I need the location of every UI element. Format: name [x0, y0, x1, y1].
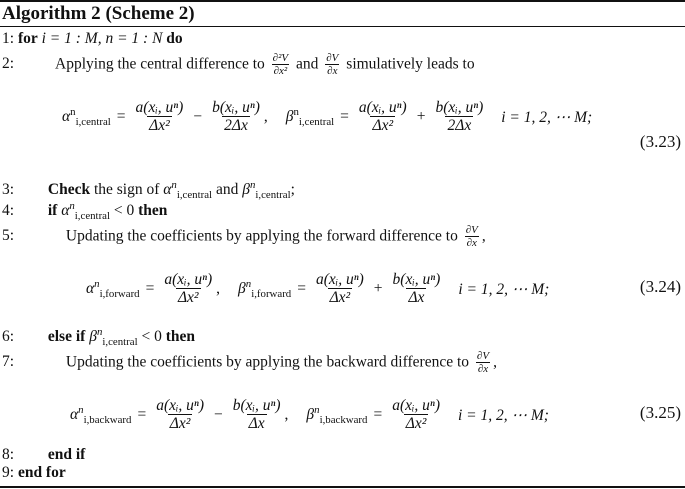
keyword-then: then [138, 202, 168, 219]
equation-number-3-25: (3.25) [639, 403, 681, 422]
line-number: 2: [2, 55, 15, 73]
keyword-do: do [166, 30, 183, 47]
index-range: i = 1, 2, ⋯ M; [457, 406, 549, 424]
condition: < 0 [141, 328, 162, 345]
algo-line-3: 3: Check the sign of $\alpha^n_{i,central}$ and $\beta^n_{i,central}$; [2, 179, 295, 201]
line-number: 7: [2, 353, 15, 371]
alpha-central: $\alpha^n_{i,central}$ [62, 106, 111, 128]
line-text: Updating the coefficients by applying the forward difference to [65, 227, 458, 245]
equals-sign: = [116, 108, 126, 125]
fraction: $\frac{\text{b(xᵢ, uⁿ)}}{\Delta x}$ [232, 397, 281, 433]
alpha-backward: $\alpha^n_{i,backward}$ [70, 404, 132, 426]
line-number: 5: [2, 227, 15, 245]
index-range: i = 1, 2, ⋯ M; [501, 108, 593, 126]
fraction: $\frac{\text{b(xᵢ, uⁿ)}}{2\Delta x}$ [435, 99, 484, 135]
operator: − [193, 108, 203, 125]
keyword-end-if: end if [47, 446, 86, 463]
algo-line-5: 5: Updating the coefficients by applying the forward difference to $\frac{\partial V}{\partial x}$ , [2, 224, 486, 250]
line-text: the sign of [93, 181, 160, 198]
header-rule [0, 26, 685, 27]
algo-line-6: 6: else if $\beta^n_{i,central} < 0$ then [2, 326, 196, 348]
keyword-then: then [165, 328, 196, 345]
algorithm-title [2, 2, 195, 26]
equation-3-23: $\alpha^n_{i,central}$ = $\frac{\text{a(xᵢ, uⁿ)}}{\text{Δx²}}$ − $\frac{\text{b(xᵢ, uⁿ)}}{2\Delta x}$ , $\beta^n_{i,central}$ = $\frac{\text{a(xᵢ, uⁿ)}}{\text{Δx²}}$ + $\frac{\text{b(xᵢ, uⁿ)}}{2\Delta x}$ i = 1, 2, ⋯ M; [62, 99, 593, 135]
fraction: $\frac{\text{a(xᵢ, uⁿ)}}{\text{Δx²}}$ [156, 397, 204, 433]
keyword-else-if: else if [47, 328, 86, 345]
keyword-if: if [47, 202, 58, 219]
beta-forward: $\beta^n_{i,forward}$ [238, 278, 292, 300]
alpha-forward: $\alpha^n_{i,forward}$ [86, 278, 140, 300]
line-number: 8: [2, 446, 15, 463]
algorithm-scheme: (Scheme 2) [105, 3, 195, 24]
line-number: 3: [2, 181, 15, 198]
beta-central: $\beta^n_{i,central}$ [285, 106, 335, 128]
equation-number-3-24: (3.24) [639, 277, 681, 296]
algo-line-8 [2, 445, 85, 465]
bottom-rule [0, 486, 685, 488]
fraction-numerator: ∂V [326, 52, 339, 64]
fraction: $\frac{\text{a(xᵢ, uⁿ)}}{\text{Δx²}}$ [358, 99, 407, 135]
line-text: and [295, 55, 319, 73]
condition: < 0 [113, 202, 135, 219]
line-text: Updating the coefficients by applying the backward difference to [65, 353, 470, 371]
fraction: $\frac{\text{a(xᵢ, uⁿ)}}{\text{Δx²}}$ [392, 397, 440, 433]
algorithm-label: Algorithm 2 [2, 3, 101, 24]
loop-range: i = 1 : M, n = 1 : N [41, 30, 163, 47]
line-text: and [215, 181, 239, 198]
keyword-for: for [17, 30, 38, 47]
line-number: 4: [2, 202, 15, 219]
fraction: $\frac{\text{b(xᵢ, uⁿ)}}{2\Delta x}$ [212, 99, 260, 135]
first-derivative-fraction: $\frac{\partial V}{\partial x}$ [476, 350, 490, 376]
fraction: $\frac{\text{a(xᵢ, uⁿ)}}{\text{Δx²}}$ [135, 99, 184, 135]
operator: + [416, 108, 426, 125]
line-number: 1: [2, 30, 15, 47]
first-derivative-fraction [324, 52, 340, 78]
keyword-end-for: end for [17, 464, 66, 481]
line-text: simulatively leads to [346, 55, 475, 73]
equals-sign: = [340, 108, 349, 125]
algo-line-1 [2, 29, 183, 49]
line-text: Applying the central difference to [55, 55, 265, 73]
algo-line-9 [2, 463, 66, 483]
beta-backward: $\beta^n_{i,backward}$ [306, 404, 368, 426]
fraction-numerator: ∂²V [272, 52, 289, 64]
algo-line-7: 7: Updating the coefficients by applying the backward difference to $\frac{\partial V}{\partial x}$ , [2, 350, 497, 376]
algo-line-2 [2, 52, 475, 78]
equation-number-3-23: (3.23) [639, 132, 681, 151]
first-derivative-fraction: $\frac{\partial V}{\partial x}$ [465, 224, 478, 250]
equation-3-25: $\alpha^n_{i,backward}$ = $\frac{\text{a(xᵢ, uⁿ)}}{\text{Δx²}}$ − $\frac{\text{b(xᵢ, uⁿ)}}{\Delta x}$ , $\beta^n_{i,backward}$ = $\frac{\text{a(xᵢ, uⁿ)}}{\text{Δx²}}$ i = 1, 2, ⋯ M; [70, 397, 549, 433]
fraction: $\frac{\text{a(xᵢ, uⁿ)}}{\text{Δx²}}$ [315, 271, 364, 307]
keyword-check: Check [47, 181, 91, 198]
fraction: $\frac{\text{b(xᵢ, uⁿ)}}{\Delta x}$ [392, 271, 441, 307]
fraction-denominator: ∂x² [273, 65, 288, 78]
algo-line-4: 4: if $\alpha^n_{i,central} < 0$ then [2, 200, 168, 222]
fraction: $\frac{\text{a(xᵢ, uⁿ)}}{\text{Δx²}}$ [164, 271, 213, 307]
equation-3-24: $\alpha^n_{i,forward}$ = $\frac{\text{a(xᵢ, uⁿ)}}{\text{Δx²}}$ , $\beta^n_{i,forward}$ = $\frac{\text{a(xᵢ, uⁿ)}}{\text{Δx²}}$ + $\frac{\text{b(xᵢ, uⁿ)}}{\Delta x}$ i = 1, 2, ⋯ M; [86, 271, 550, 307]
index-range: i = 1, 2, ⋯ M; [458, 280, 550, 298]
line-number: 6: [2, 328, 15, 345]
line-number: 9: [2, 464, 15, 481]
fraction-denominator: ∂x [327, 65, 338, 78]
second-derivative-fraction [271, 52, 290, 78]
